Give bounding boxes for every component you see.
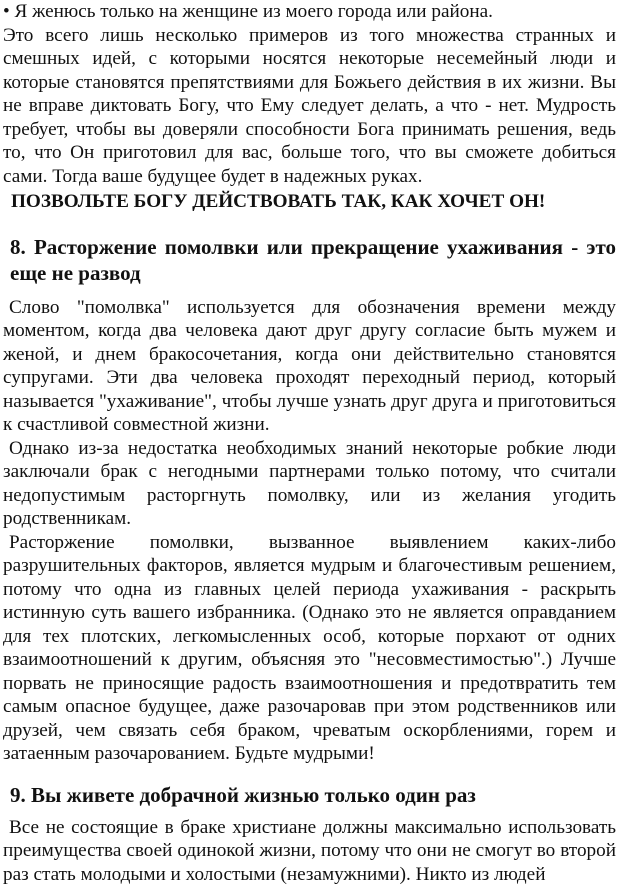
section-8-heading: 8. Расторжение помолвки или прекращение ухаживания - это еще не развод — [3, 234, 616, 286]
section-8-paragraph-3: Расторжение помолвки, вызванное выявлением каких-либо разрушительных факторов, является мудрым и благочестивым решением, потому что одна из главных целей периода ухаживания - раскрыть истинную суть вашего избранника. (Однако это не является оправданием для тех плотских, легкомысленных особ, которые порхают от одних взаимоотношений к другим, объясняя это "несовместимостью".) Лучше порвать не приносящие радость взаимоотношения и предотвратить тем самым опасное будущее, даже разочаровав при этом родственников или друзей, чем связать себя браком, чреватым оскорблениями, горем и затаенным разочарованием. Будьте мудрыми! — [3, 531, 616, 766]
section-9-paragraph-1: Все не состоящие в браке христиане должны максимально использовать преимущества своей одинокой жизни, потому что они не смогут во второй раз стать молодыми и холостыми (незамужними). Никто из людей — [3, 816, 616, 886]
section-9-heading: 9. Вы живете добрачной жизнью только один раз — [3, 782, 616, 808]
intro-paragraph: Это всего лишь несколько примеров из того множества странных и смешных идей, с которыми носятся некоторые несемейный люди и которые становятся препятствиями для Божьего действия в их жизни. Вы не вправе диктовать Богу, что Ему следует делать, а что - нет. Мудрость требует, чтобы вы доверяли способности Бога принимать решения, ведь то, что Он приготовил для вас, больше того, что вы сможете добиться сами. Тогда ваше будущее будет в надежных руках. — [3, 24, 616, 189]
bullet-item: • Я женюсь только на женщине из моего города или района. — [3, 0, 616, 24]
exhortation-heading: ПОЗВОЛЬТЕ БОГУ ДЕЙСТВОВАТЬ ТАК, КАК ХОЧЕТ ОН! — [11, 190, 616, 214]
section-8-paragraph-1: Слово "помолвка" используется для обозначения времени между моментом, когда два человека дают друг другу согласие быть мужем и женой, и днем бракосочетания, когда они действительно становятся супругами. Эти два человека проходят переходный период, который называется "ухаживание", чтобы лучше узнать друг друга и приготовиться к счастливой совместной жизни. — [3, 296, 616, 437]
section-8-paragraph-2: Однако из-за недостатка необходимых знаний некоторые робкие люди заключали брак с негодными партнерами только потому, что считали недопустимым расторгнуть помолвку, или из желания угодить родственникам. — [3, 437, 616, 531]
